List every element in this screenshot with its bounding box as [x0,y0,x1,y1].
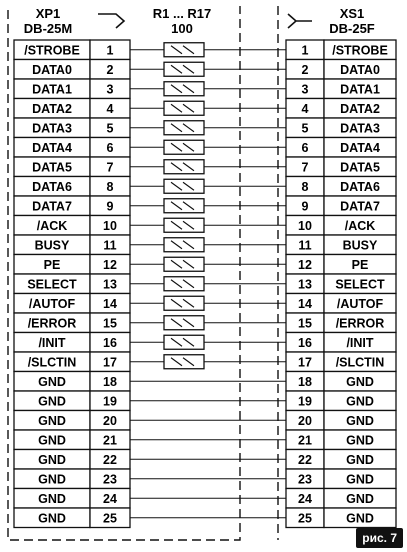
right-pin-number: 17 [298,355,312,370]
right-signal-name: GND [346,472,374,487]
left-pin-number: 15 [103,316,117,331]
left-signal-name: /INIT [38,335,66,350]
right-signal-name: GND [346,433,374,448]
right-signal-name: DATA6 [340,179,380,194]
right-pin-number: 20 [298,413,312,428]
resistor-designator: R1 ... R17 [152,6,212,21]
right-pin-number: 8 [301,179,309,194]
resistor-value: 100 [171,21,193,36]
left-pin-number: 12 [103,257,117,272]
right-signal-name: DATA5 [340,160,380,175]
left-pin-number: 16 [103,335,117,350]
left-pin-number: 1 [106,43,114,58]
right-signal-name: DATA0 [340,62,380,77]
resistor [164,179,204,193]
resistor [164,140,204,154]
left-signal-name: /ACK [36,218,68,233]
right-pin-number: 5 [301,121,309,136]
right-signal-name: /AUTOF [336,296,384,311]
right-signal-name: DATA3 [340,121,380,136]
left-signal-name: DATA6 [32,179,72,194]
right-pin-number: 23 [298,472,312,487]
left-signal-name: GND [38,472,66,487]
left-pin-number: 21 [103,433,117,448]
right-pin-number: 25 [298,511,312,526]
resistor [164,82,204,96]
right-signal-name: /INIT [346,335,374,350]
left-pin-number: 7 [106,160,114,175]
resistor [164,121,204,135]
left-pin-number: 23 [103,472,117,487]
left-signal-name: GND [38,491,66,506]
right-signal-name: DATA4 [340,140,380,155]
left-signal-name: DATA2 [32,101,72,116]
right-pin-number: 3 [301,82,309,97]
resistor [164,238,204,252]
right-signal-name: GND [346,491,374,506]
right-pin-number: 6 [301,140,309,155]
left-signal-name: /STROBE [24,43,80,58]
left-pin-number: 19 [103,394,117,409]
left-signal-name: GND [38,433,66,448]
right-pin-number: 11 [298,238,312,253]
left-pin-number: 14 [103,296,117,311]
right-signal-name: BUSY [342,238,378,253]
right-pin-number: 9 [301,199,309,214]
left-pin-number: 24 [103,491,117,506]
right-pin-number: 15 [298,316,312,331]
right-pin-number: 16 [298,335,312,350]
left-pin-number: 20 [103,413,117,428]
left-pin-number: 17 [103,355,117,370]
socket-arrow-icon [288,14,312,28]
right-signal-name: GND [346,511,374,526]
right-pin-number: 2 [301,62,309,77]
right-pin-number: 19 [298,394,312,409]
figure-label: рис. 7 [356,528,403,548]
left-signal-name: DATA4 [32,140,72,155]
resistor [164,62,204,76]
right-connector-type: DB-25F [329,21,375,36]
right-pin-number: 18 [298,374,312,389]
right-pin-number: 10 [298,218,312,233]
left-signal-name: DATA3 [32,121,72,136]
left-signal-name: DATA5 [32,160,72,175]
right-pin-number: 13 [298,277,312,292]
right-signal-name: /ACK [344,218,376,233]
right-signal-name: /ERROR [335,316,385,331]
left-signal-name: BUSY [34,238,70,253]
resistor [164,199,204,213]
plug-arrow-icon [98,14,124,28]
left-pin-number: 8 [106,179,114,194]
resistor [164,296,204,310]
right-pin-number: 22 [298,452,312,467]
left-pin-number: 9 [106,199,114,214]
right-signal-name: DATA7 [340,199,380,214]
left-signal-name: /AUTOF [28,296,76,311]
left-pin-number: 2 [106,62,114,77]
left-pin-number: 25 [103,511,117,526]
resistor [164,335,204,349]
right-connector-designator: XS1 [339,6,365,21]
right-signal-name: SELECT [335,277,385,292]
resistor [164,316,204,330]
right-pin-number: 1 [301,43,309,58]
left-signal-name: DATA7 [32,199,72,214]
left-pin-number: 10 [103,218,117,233]
left-signal-name: DATA1 [32,82,72,97]
left-pin-number: 11 [103,238,117,253]
left-pin-number: 3 [106,82,114,97]
right-signal-name: GND [346,374,374,389]
left-signal-name: /ERROR [27,316,77,331]
resistor [164,101,204,115]
left-signal-name: GND [38,511,66,526]
right-pin-number: 7 [301,160,309,175]
left-pin-number: 5 [106,121,114,136]
right-pin-number: 4 [301,101,309,116]
resistor [164,355,204,369]
left-pin-number: 18 [103,374,117,389]
resistor [164,218,204,232]
right-signal-name: DATA1 [340,82,380,97]
right-signal-name: /SLCTIN [335,355,385,370]
left-signal-name: GND [38,452,66,467]
right-signal-name: GND [346,394,374,409]
left-pin-number: 13 [103,277,117,292]
resistor [164,277,204,291]
left-pin-number: 22 [103,452,117,467]
left-pin-number: 6 [106,140,114,155]
left-signal-name: PE [43,257,61,272]
right-pin-number: 14 [298,296,312,311]
resistor [164,257,204,271]
right-pin-number: 24 [298,491,312,506]
right-signal-name: GND [346,452,374,467]
left-signal-name: GND [38,374,66,389]
left-connector-designator: XP1 [35,6,61,21]
right-signal-name: PE [351,257,369,272]
left-pin-number: 4 [106,101,114,116]
left-signal-name: GND [38,413,66,428]
left-signal-name: /SLCTIN [27,355,77,370]
left-signal-name: GND [38,394,66,409]
left-signal-name: DATA0 [32,62,72,77]
right-signal-name: DATA2 [340,101,380,116]
resistor [164,160,204,174]
right-pin-number: 12 [298,257,312,272]
resistor [164,43,204,57]
right-signal-name: GND [346,413,374,428]
right-pin-number: 21 [298,433,312,448]
left-connector-type: DB-25M [23,21,73,36]
left-signal-name: SELECT [27,277,77,292]
right-signal-name: /STROBE [332,43,388,58]
